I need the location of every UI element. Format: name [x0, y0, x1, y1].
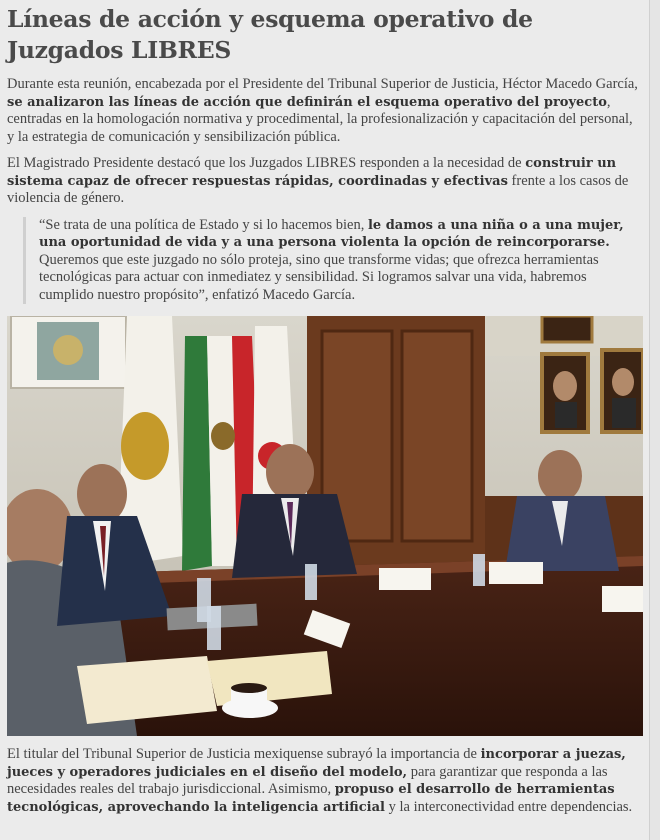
quote-text-a: “Se trata de una política de Estado y si lo hacemos bien,	[39, 216, 368, 233]
paragraph-2	[7, 155, 641, 208]
quote-highlight: le damos a una niña o a una mujer, una oportunidad de vida y a una persona violenta la opción de reincorporarse.	[39, 217, 624, 250]
paragraph-3-text-a: El titular del Tribunal Superior de Justicia mexiquense subrayó la importancia de	[7, 746, 481, 762]
meeting-photo	[7, 316, 643, 736]
paragraph-3-text-e: y la interconectividad entre dependencias.	[384, 798, 633, 815]
paragraph-3-highlight-1: incorporar a juezas, jueces y operadores judiciales en el diseño del modelo,	[7, 747, 626, 780]
paragraph-2-highlight: construir un sistema capaz de ofrecer respuestas rápidas, coordinadas y efectivas	[7, 156, 617, 189]
paragraph-2-text-c: frente a los casos de violencia de género.	[7, 172, 629, 206]
paragraph-1-text-c: , centradas en la homologación normativa y procedimental, la profesionalización y capacitación del personal, y la estrategia de comunicación y sensibilización pública.	[7, 93, 633, 145]
paragraph-1	[7, 76, 641, 146]
quote-block	[23, 217, 641, 305]
paragraph-2-text-a: El Magistrado Presidente destacó que los Juzgados LIBRES responden a la necesidad de	[7, 155, 526, 171]
paragraph-1-text-a: Durante esta reunión, encabezada por el Presidente del Tribunal Superior de Justicia, Héctor Macedo García,	[7, 76, 638, 92]
paragraph-3	[7, 746, 641, 816]
quote-text-c: Queremos que este juzgado no sólo proteja, sino que transforme vidas; que ofrezca herramientas tecnológicas para actuar con inmediatez y sensibilidad. Si logramos salvar una vida, habremos cumplido nuestro propósito”, enfatizó Macedo García.	[39, 251, 599, 303]
paragraph-3-highlight-2: propuso el desarrollo de herramientas tecnológicas, aprovechando la inteligencia artificial	[7, 782, 615, 815]
paragraph-1-highlight: se analizaron las líneas de acción que definirán el esquema operativo del proyecto	[7, 94, 607, 110]
article-title: Líneas de acción y esquema operativo de Juzgados LIBRES	[7, 5, 533, 64]
paragraph-3-text-c: para garantizar que responda a las necesidades reales del trabajo jurisdiccional. Asimismo,	[7, 763, 608, 797]
